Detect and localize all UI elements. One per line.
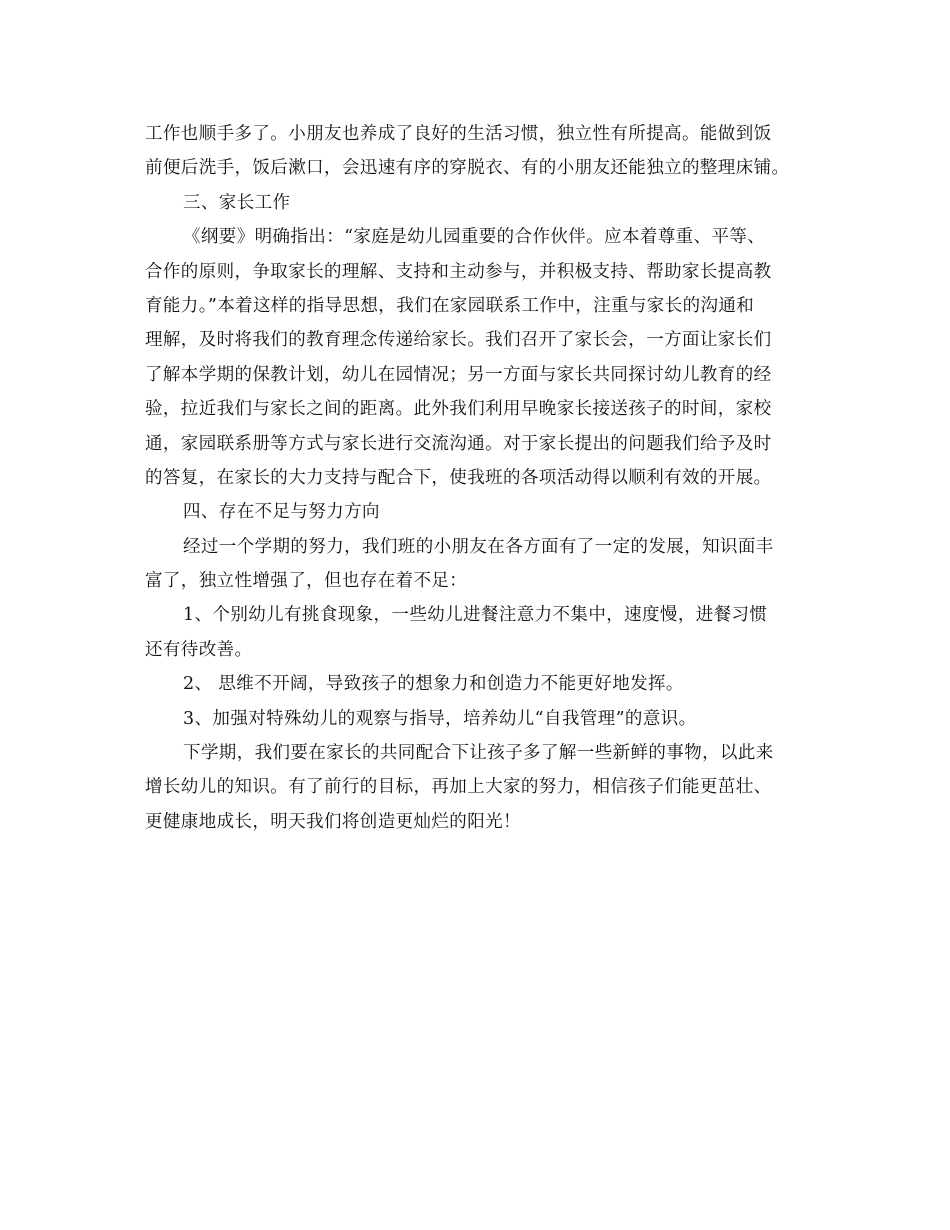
text-line: 验，拉近我们与家长之间的距离。此外我们利用早晚家长接送孩子的时间，家校 (145, 399, 772, 420)
text-line: 还有待改善。 (145, 639, 253, 660)
list-item: 1、个别幼儿有挑食现象，一些幼儿进餐注意力不集中，速度慢，进餐习惯 (183, 605, 768, 626)
list-item: 2、 思维不开阔，导致孩子的想象力和创造力不能更好地发挥。 (183, 674, 684, 695)
text-line: 通，家园联系册等方式与家长进行交流沟通。对于家长提出的问题我们给予及时 (145, 433, 772, 454)
text-line: 工作也顺手多了。小朋友也养成了良好的生活习惯，独立性有所提高。能做到饭 (145, 124, 772, 144)
text-line: 下学期，我们要在家长的共同配合下让孩子多了解一些新鲜的事物，以此来 (183, 743, 774, 764)
text-line: 《纲要》明确指出：“家庭是幼儿园重要的合作伙伴。应本着尊重、平等、 (183, 227, 766, 248)
text-line: 经过一个学期的努力，我们班的小朋友在各方面有了一定的发展，知识面丰 (183, 536, 774, 557)
text-line: 增长幼儿的知识。有了前行的目标，再加上大家的努力，相信孩子们能更茁壮、 (145, 777, 772, 798)
text-line: 理解，及时将我们的教育理念传递给家长。我们召开了家长会，一方面让家长们 (145, 330, 772, 351)
text-line: 了解本学期的保教计划，幼儿在园情况；另一方面与家长共同探讨幼儿教育的经 (145, 364, 772, 385)
text-line: 的答复，在家长的大力支持与配合下，使我班的各项活动得以顺利有效的开展。 (145, 467, 772, 488)
text-line: 富了，独立性增强了，但也存在着不足： (145, 571, 468, 592)
section-heading: 三、家长工作 (183, 192, 291, 213)
section-heading: 四、存在不足与努力方向 (183, 502, 380, 523)
list-item: 3、加强对特殊幼儿的观察与指导，培养幼儿“自我管理”的意识。 (183, 708, 697, 729)
text-line: 合作的原则，争取家长的理解、支持和主动参与，并积极支持、帮助家长提高教 (145, 261, 772, 282)
text-line: 更健康地成长，明天我们将创造更灿烂的阳光！ (145, 811, 521, 832)
text-line: 前便后洗手，饭后漱口，会迅速有序的穿脱衣、有的小朋友还能独立的整理床铺。 (145, 158, 790, 179)
document-body (145, 117, 810, 839)
text-line: 育能力。”本着这样的指导思想，我们在家园联系工作中，注重与家长的沟通和 (145, 295, 755, 316)
